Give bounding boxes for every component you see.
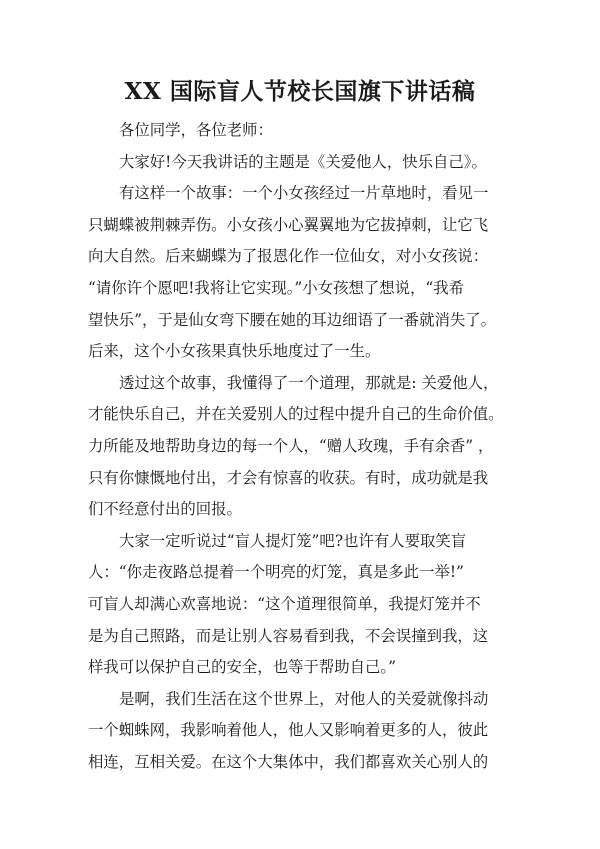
text-line: 一个蜘蛛网，我影响着他人，他人又影响着更多的人，彼此: [88, 721, 489, 740]
text-line: 有这样一个故事：一个小女孩经过一片草地时，看见一: [119, 184, 489, 203]
text-line: 样我可以保护自己的安全，也等于帮助自己。”: [88, 658, 396, 677]
document-body: [88, 115, 518, 778]
text-line: 力所能及地帮助身边的每一个人，“赠人玫瑰，手有余香” ，: [88, 436, 494, 455]
text-line: 只蝴蝶被荆棘弄伤。小女孩小心翼翼地为它拔掉刺，让它飞: [88, 215, 489, 234]
text-line: 各位同学，各位老师：: [119, 121, 273, 139]
text-line: 向大自然。后来蝴蝶为了报恩化作一位仙女，对小女孩说：: [88, 247, 489, 266]
text-line: 望快乐”，于是仙女弯下腰在她的耳边细语了一番就消失了。: [88, 310, 497, 329]
text-line: 大家好!今天我讲话的主题是《关爱他人，快乐自己》。: [119, 152, 487, 171]
text-line: 相连，互相关爱。在这个大集体中，我们都喜欢关心别人的: [88, 752, 489, 771]
text-line: 可盲人却满心欢喜地说：“这个道理很简单，我提灯笼并不: [88, 594, 481, 613]
text-line: 们不经意付出的回报。: [88, 500, 242, 519]
text-line: 透过这个故事，我懂得了一个道理，那就是: 关爱他人，: [119, 373, 499, 392]
text-line: 才能快乐自己，并在关爱别人的过程中提升自己的生命价值。: [88, 405, 504, 424]
text-line: 大家一定听说过“盲人提灯笼”吧?也许有人要取笑盲: [119, 531, 467, 550]
text-line: 是啊，我们生活在这个世界上，对他人的关爱就像抖动: [119, 689, 489, 708]
document-title: XX 国际盲人节校长国旗下讲话稿: [124, 78, 476, 105]
text-line: 人：“你走夜路总提着一个明亮的灯笼，真是多此一举!”: [88, 563, 464, 582]
text-line: “请你许个愿吧!我将让它实现。”小女孩想了想说，“我希: [88, 278, 465, 297]
text-line: 只有你慷慨地付出，才会有惊喜的收获。有时，成功就是我: [88, 468, 489, 487]
text-line: 后来，这个小女孩果真快乐地度过了一生。: [88, 342, 381, 361]
text-line: 是为自己照路，而是让别人容易看到我，不会误撞到我，这: [88, 626, 489, 645]
